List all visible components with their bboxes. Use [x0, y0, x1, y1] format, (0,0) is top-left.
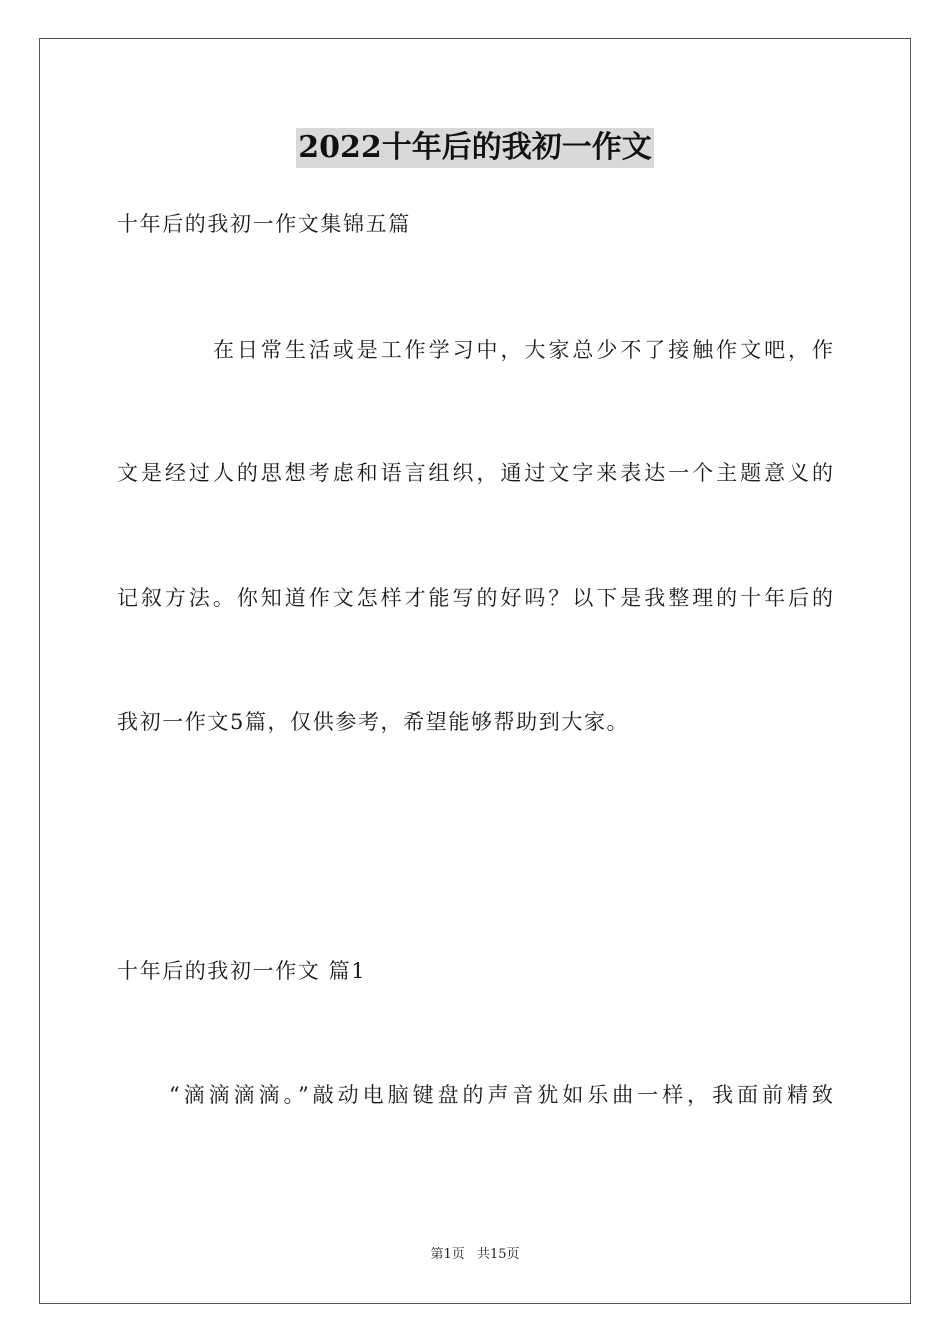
intro-line-1: 在日常生活或是工作学习中，大家总少不了接触作文吧，作	[213, 338, 833, 362]
intro-line-4: 我初一作文5篇，仅供参考，希望能够帮助到大家。	[117, 710, 630, 734]
section-heading: 十年后的我初一作文 篇1	[117, 959, 367, 983]
page-footer	[0, 1246, 950, 1264]
intro-line-3: 记叙方法。你知道作文怎样才能写的好吗？以下是我整理的十年后的	[117, 586, 833, 610]
page-total: 共15页	[476, 1247, 520, 1262]
intro-line-2: 文是经过人的思想考虑和语言组织，通过文字来表达一个主题意义的	[117, 461, 833, 485]
document-title: 2022十年后的我初一作文	[296, 128, 654, 168]
page-number: 第1页	[430, 1247, 465, 1262]
section-body-line-1: “滴滴滴滴。”敲动电脑键盘的声音犹如乐曲一样，我面前精致	[169, 1083, 833, 1107]
document-subtitle: 十年后的我初一作文集锦五篇	[117, 212, 411, 236]
title-container	[0, 128, 950, 168]
